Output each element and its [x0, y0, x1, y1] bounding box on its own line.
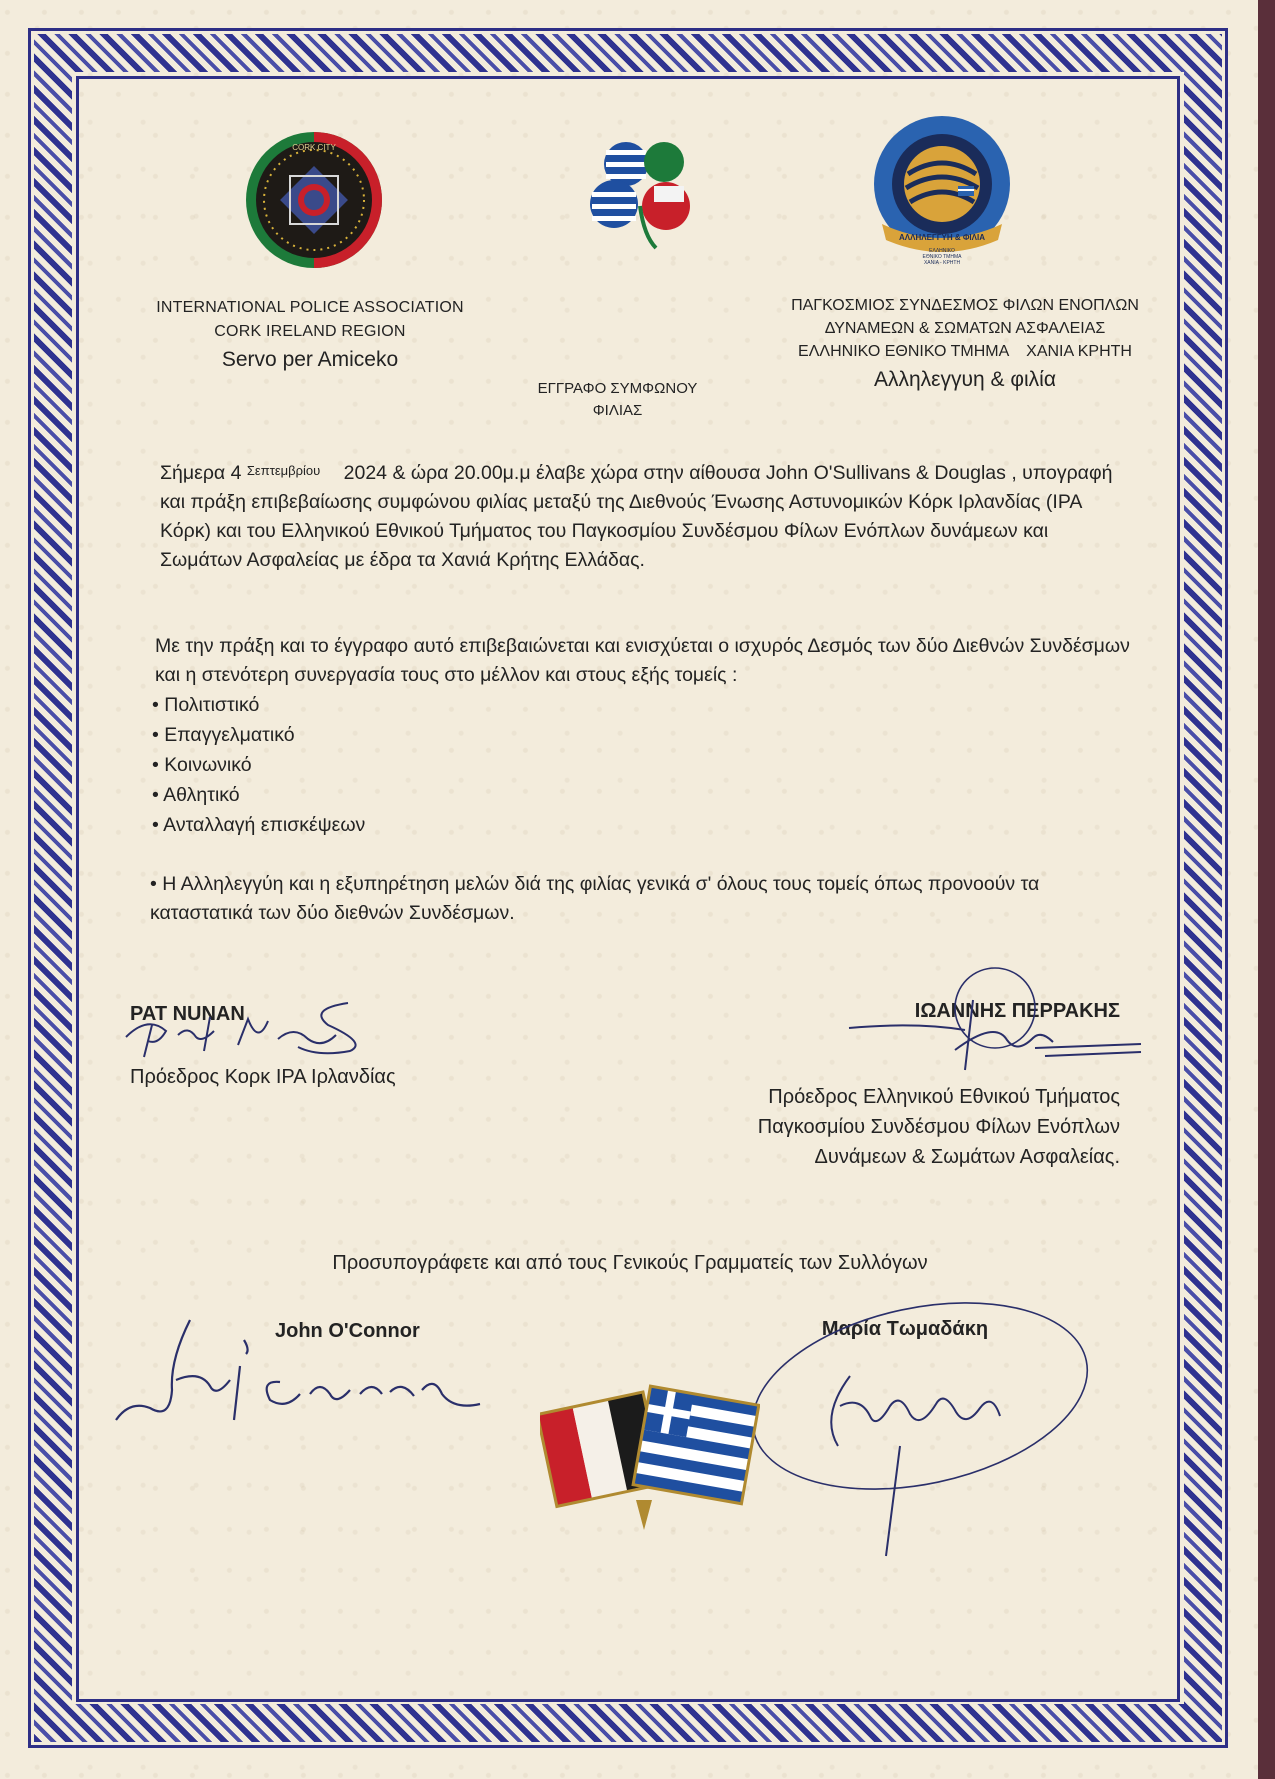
solidarity-paragraph: • Η Αλληλεγγύη και η εξυπηρέτηση μελών διά της φιλίας γενικά σ' όλους τους τομείς όπως προνοούν τα καταστατικά των δύο διεθνών Συνδέσμων.: [150, 873, 1040, 924]
right-role-line: Πρόεδρος Ελληνικού Εθνικού Τμήματος: [768, 1086, 1120, 1108]
countersign-statement: Προσυπογράφετε και από τους Γενικούς Γραμματείς των Συλλόγων: [332, 1252, 928, 1274]
left-org-motto: Servo per Amiceko: [221, 348, 399, 371]
hellenic-association-emblem: [862, 112, 1022, 272]
agreement-text: 2024 & ώρα 20.00μ.μ έλαβε χώρα στην αίθουσα John O'Sullivans & Douglas , υπογραφή και πράξη επιβεβαίωσης συμφώνου φιλίας μεταξύ της Διεθνούς Ένωσης Αστυνομικών Κόρκ Ιρλανδίας (ΙΡΑ Κόρκ) και του Ελληνικού Εθνικού Τμήματος του Παγκοσμίου Συνδέσμου Φίλων Ενόπλων δυνάμεων και Σωμάτων Ασφαλείας με έδρα τα Χανιά Κρήτης Ελλάδας.: [160, 462, 1113, 571]
list-item: • Κοινωνικό: [152, 750, 752, 780]
right-role-line: Δυνάμεων & Σωμάτων Ασφαλείας.: [814, 1146, 1120, 1168]
left-secretary-name: John O'Connor: [275, 1320, 420, 1342]
emblem-sub-text: ΧΑΝΙΑ - ΚΡΗΤΗ: [923, 260, 961, 266]
right-org-line: ΕΛΛΗΝΙΚΟ ΕΘΝΙΚΟ ΤΜΗΜΑ ΧΑΝΙΑ ΚΡΗΤΗ: [798, 343, 1132, 360]
left-org-name: INTERNATIONAL POLICE ASSOCIATION: [156, 299, 464, 316]
right-secretary-signature: [700, 1296, 1100, 1566]
list-item: • Επαγγελματικό: [152, 720, 752, 750]
agreement-paragraph: [160, 456, 1120, 575]
left-org-header: [140, 296, 480, 344]
sectors-list: [152, 690, 752, 840]
document-title-line: ΕΓΓΡΑΦΟ ΣΥΜΦΩΝΟΥ: [537, 380, 698, 397]
date-day: Σήμερα 4: [160, 462, 242, 484]
right-signatory-name: ΙΩΑΝΝΗΣ ΠΕΡΡΑΚΗΣ: [914, 1000, 1120, 1022]
crossed-flags-pin: [540, 1380, 760, 1530]
shamrock-flags-logo: [584, 136, 704, 252]
right-org-line: ΔΥΝΑΜΕΩΝ & ΣΩΜΑΤΩΝ ΑΣΦΑΛΕΙΑΣ: [824, 320, 1106, 337]
left-signature: [118, 995, 418, 1065]
right-org-line: ΠΑΓΚΟΣΜΙΟΣ ΣΥΝΔΕΣΜΟΣ ΦΙΛΩΝ ΕΝΟΠΛΩΝ: [791, 297, 1139, 314]
right-signature: [845, 960, 1145, 1080]
purpose-paragraph: Με την πράξη και το έγγραφο αυτό επιβεβαιώνεται και ενισχύεται ο ισχυρός Δεσμός των δύο Διεθνών Συνδέσμων και η στενότερη συνεργασία τους στο μέλλον και στους εξής τομείς :: [155, 635, 1130, 686]
left-org-region: CORK IRELAND REGION: [214, 323, 406, 340]
left-signatory-name: PAT NUNAN: [130, 1003, 245, 1025]
right-role-line: Παγκοσμίου Συνδέσμου Φίλων Ενόπλων: [757, 1116, 1120, 1138]
list-item: • Πολιτιστικό: [152, 690, 752, 720]
left-signatory-role: Πρόεδρος Κορκ IPA Ιρλανδίας: [130, 1066, 396, 1088]
emblem-sub-text: ΕΛΛΗΝΙΚΟ: [929, 248, 955, 254]
date-month: Σεπτεμβρίου: [246, 463, 321, 478]
emblem-sub-text: ΕΘΝΙΚΟ ΤΜΗΜΑ: [922, 254, 962, 260]
list-item: • Αθλητικό: [152, 780, 752, 810]
right-secretary-name: Μαρία Τωμαδάκη: [821, 1318, 989, 1340]
list-item: • Ανταλλαγή επισκέψεων: [152, 810, 752, 840]
document-title: [505, 378, 730, 422]
right-signatory-role: [650, 1082, 1120, 1172]
logo-caption: CORK CITY: [292, 143, 336, 152]
right-org-header: [745, 294, 1185, 363]
right-org-motto: Αλληλεγγυη & φιλία: [874, 368, 1056, 391]
ipa-cork-logo: [244, 130, 384, 270]
document-title-line: ΦΙΛΙΑΣ: [592, 402, 643, 419]
left-secretary-signature: [110, 1310, 500, 1430]
emblem-ribbon-text: ΑΛΛΗΛΕΓΓΥΗ & ΦΙΛΙΑ: [899, 233, 985, 242]
